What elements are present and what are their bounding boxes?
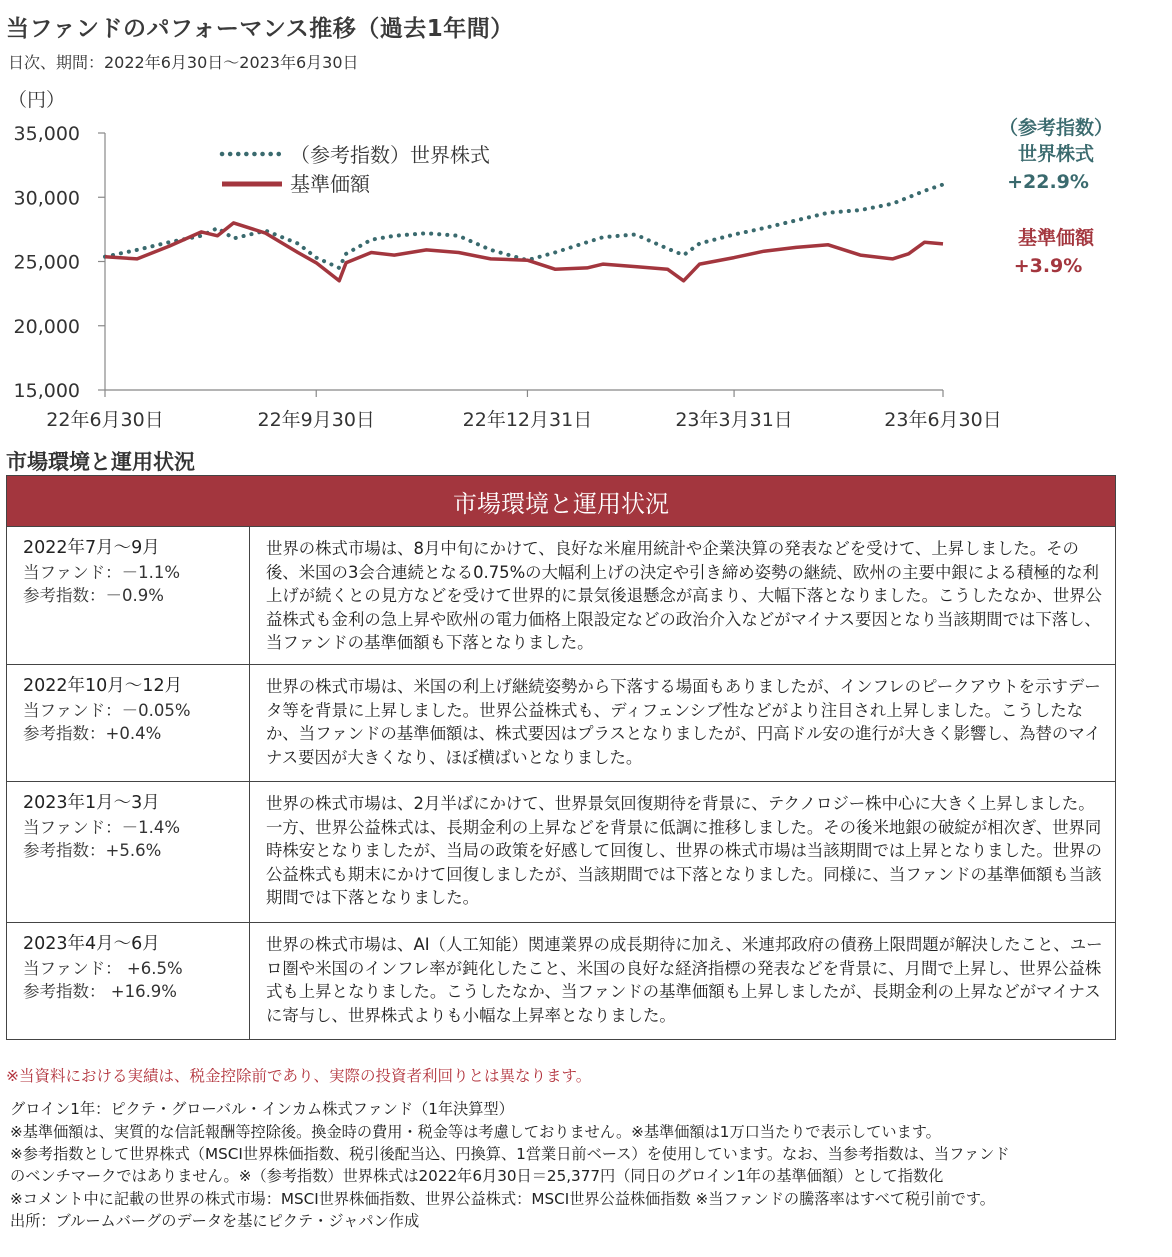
footnote-fund-name: グロイン1年：ピクテ・グローバル・インカム株式ファンド（1年決算型） — [10, 1100, 514, 1118]
y-axis-unit-label: （円） — [8, 89, 66, 111]
period-cell — [7, 665, 250, 782]
series-fund-line — [105, 223, 943, 281]
table-row — [7, 665, 1116, 782]
x-tick-label: 23年3月31日 — [675, 409, 793, 431]
commentary-cell: 世界の株式市場は、8月中旬にかけて、良好な米雇用統計や企業決算の発表などを受けて、上昇しました。その後、米国の3会合連続となる0.75%の大幅利上げの決定や引き締め姿勢の継続、欧州の主要中銀による積極的な利上げが続くとの見方などを受けて世界的に景気後退懸念が高まり、大幅下落となりました。こうしたなか、世界公益株式も金利の急上昇や欧州の電力価格上限設定などの政治介入などがマイナス要因となり当該期間では下落し、当ファンドの基準価額も下落となりました。 — [250, 527, 1116, 665]
period-cell — [7, 782, 250, 923]
index-return: 参考指数：+5.6% — [23, 841, 162, 860]
legend-fund-label: 基準価額 — [290, 172, 370, 196]
x-tick-label: 23年6月30日 — [884, 409, 1002, 431]
y-axis — [14, 123, 105, 402]
table-row — [7, 923, 1116, 1040]
footnote-source: 出所：ブルームバーグのデータを基にピクテ・ジャパン作成 — [10, 1212, 420, 1230]
table-row — [7, 527, 1116, 665]
x-tick-label: 22年6月30日 — [46, 409, 164, 431]
market-environment-table — [6, 475, 1116, 1040]
footnote-benchmark: のベンチマークではありません。※（参考指数）世界株式は2022年6月30日＝25,377円（同日のグロイン1年の基準価額）として指数化 — [10, 1167, 944, 1185]
index-annotation-line2: 世界株式 — [1017, 143, 1095, 165]
y-tick-label: 30,000 — [13, 187, 80, 210]
index-return: 参考指数：－0.9% — [23, 586, 164, 605]
side-annotations — [999, 116, 1113, 277]
table-header: 市場環境と運用状況 — [7, 476, 1116, 527]
footnote-market-definitions: ※コメント中に記載の世界の株式市場：MSCI世界株価指数、世界公益株式：MSCI世界公益株価指数 ※当ファンドの騰落率はすべて税引前です。 — [10, 1190, 995, 1208]
legend-index-label: （参考指数）世界株式 — [290, 143, 490, 167]
index-return: 参考指数：+0.4% — [23, 724, 162, 743]
y-tick-label: 35,000 — [13, 123, 80, 145]
table-row — [7, 782, 1116, 923]
commentary-cell: 世界の株式市場は、2月半ばにかけて、世界景気回復期待を背景に、テクノロジー株中心に大きく上昇しました。一方、世界公益株式は、長期金利の上昇などを背景に低調に推移しました。その後米地銀の破綻が相次ぎ、世界同時株安となりましたが、当局の政策を好感して回復し、世界の株式市場は当該期間では上昇となりました。世界の公益株式も期末にかけて回復しましたが、当該期間では下落となりました。同様に、当ファンドの基準価額も当該期間では下落となりました。 — [250, 782, 1116, 923]
performance-disclaimer: ※当資料における実績は、税金控除前であり、実際の投資者利回りとは異なります。 — [6, 1067, 592, 1085]
fund-return: 当ファンド： +6.5% — [23, 958, 183, 978]
period-name: 2023年4月～6月 — [23, 934, 160, 954]
fund-return: 当ファンド：－1.4% — [23, 817, 181, 837]
commentary-cell: 世界の株式市場は、AI（人工知能）関連業界の成長期待に加え、米連邦政府の債務上限問題が解決したこと、ユーロ圏や米国のインフレ率が鈍化したこと、米国の良好な経済指標の発表などを背景に、月間で上昇し、世界公益株式も上昇となりました。こうしたなか、当ファンドの基準価額も上昇しましたが、長期金利の上昇などがマイナスに寄与し、世界株式よりも小幅な上昇率となりました。 — [250, 923, 1116, 1040]
series-layer — [105, 185, 943, 281]
period-name: 2022年10月～12月 — [23, 676, 183, 696]
x-tick-label: 22年9月30日 — [257, 409, 375, 431]
index-annotation-line1: （参考指数） — [998, 117, 1114, 139]
section-title: 市場環境と運用状況 — [6, 450, 195, 474]
index-return: 参考指数： +16.9% — [23, 982, 177, 1001]
chart-subtitle: 日次、期間：2022年6月30日～2023年6月30日 — [8, 53, 359, 72]
index-return-value: +22.9% — [1007, 171, 1089, 193]
period-name: 2023年1月～3月 — [23, 793, 160, 813]
y-tick-label: 20,000 — [13, 315, 80, 338]
period-cell — [7, 527, 250, 665]
fund-return: 当ファンド：－1.1% — [23, 562, 181, 582]
period-cell — [7, 923, 250, 1040]
period-name: 2022年7月～9月 — [23, 538, 160, 558]
fund-annotation-line1: 基準価額 — [1017, 227, 1095, 249]
x-axis — [46, 390, 1001, 431]
x-tick-label: 22年12月31日 — [462, 409, 593, 431]
footnote-reference-index: ※参考指数として世界株式（MSCI世界株価指数、税引後配当込、円換算、1営業日前ベース）を使用しています。なお、当参考指数は、当ファンド — [10, 1145, 1010, 1163]
y-tick-label: 15,000 — [13, 380, 80, 402]
chart-title: 当ファンドのパフォーマンス推移（過去1年間） — [6, 16, 514, 42]
fund-return-value: +3.9% — [1013, 255, 1083, 277]
y-tick-label: 25,000 — [13, 251, 80, 274]
table-header-row — [7, 476, 1116, 527]
fund-return: 当ファンド：－0.05% — [23, 700, 191, 720]
footnote-nav: ※基準価額は、実質的な信託報酬等控除後。換金時の費用・税金等は考慮しておりません。※基準価額は1万口当たりで表示しています。 — [10, 1123, 941, 1141]
commentary-cell: 世界の株式市場は、米国の利上げ継続姿勢から下落する場面もありましたが、インフレのピークアウトを示すデータ等を背景に上昇しました。世界公益株式も、ディフェンシブ性などがより注目され上昇しました。こうしたなか、当ファンドの基準価額は、株式要因はプラスとなりましたが、円高ドル安の進行が大きく影響し、為替のマイナス要因が大きくなり、ほぼ横ばいとなりました。 — [250, 665, 1116, 782]
performance-chart — [0, 80, 1172, 440]
chart-legend — [222, 143, 490, 196]
